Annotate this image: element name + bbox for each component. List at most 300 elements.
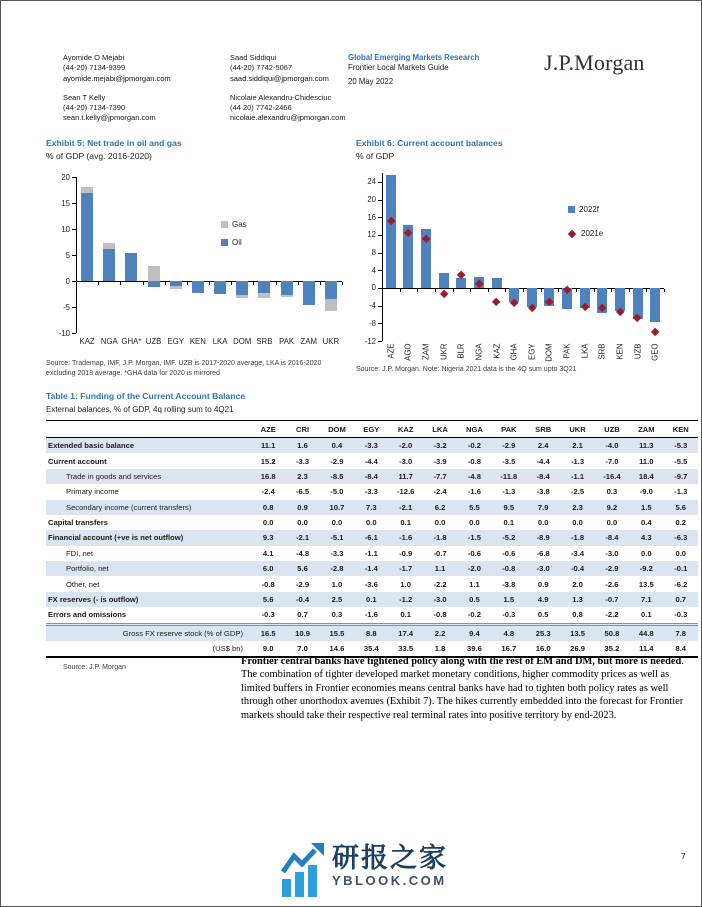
y-axis-tick <box>378 270 382 271</box>
bar-KAZ-2022f <box>492 278 502 288</box>
y-axis-tick <box>72 307 76 308</box>
table-cell: -4.4 <box>364 456 378 466</box>
y-axis-label: -5 <box>63 302 70 312</box>
x-axis-tick <box>276 282 277 285</box>
marker-UKR-2021e <box>439 289 448 298</box>
legend-item-2022f <box>568 205 599 214</box>
y-axis-tick <box>72 229 76 230</box>
x-axis-tick <box>400 289 401 292</box>
exhibit-5-subtitle: % of GDP (avg. 2016-2020) <box>46 151 152 161</box>
table-cell: -2.1 <box>296 533 310 543</box>
table-cell: 2.5 <box>331 594 343 604</box>
row-label: Other, net <box>66 579 100 589</box>
y-axis-label: 8 <box>371 248 376 258</box>
table-cell: 7.8 <box>664 624 699 641</box>
x-axis-label: KEN <box>615 343 625 360</box>
paragraph-body: . The combination of tighter developed market monetary conditions, higher commodity prices as well as limited buffers in Frontier economies means central banks have had to tighten both policy rates as well through other unorthodox avenues (Exhibit 7). The hikes currently embedded into the forecast for Frontier markets should take their respective real terminal rates into positive territory by end-2023. <box>241 656 684 721</box>
table-cell: 11.7 <box>398 471 413 481</box>
table-row <box>46 576 698 591</box>
table-cell: -2.6 <box>605 579 619 589</box>
exhibit-6-panel <box>356 138 686 375</box>
y-axis-label: 5 <box>65 250 70 260</box>
table-cell: -3.9 <box>433 456 447 466</box>
analyst-email-link[interactable]: nicolaie.alexandru@jpmorgan.com <box>230 113 346 123</box>
table-cell: 5.5 <box>469 502 480 512</box>
table-cell: -2.0 <box>399 441 413 451</box>
legend-item-gas <box>221 220 247 229</box>
analyst-name: Sean T Kelly <box>63 92 106 102</box>
x-axis-label: DOM <box>544 343 554 362</box>
table-row <box>46 592 698 607</box>
bar-EGY-Gas <box>170 286 182 289</box>
table-cell: -0.4 <box>296 594 310 604</box>
table-cell: -7.0 <box>605 456 619 466</box>
y-axis-label: 20 <box>61 172 70 182</box>
table-cell: 2.0 <box>572 579 583 589</box>
table-cell: 11.0 <box>639 456 654 466</box>
table-cell: 0.2 <box>675 518 687 528</box>
table-cell: 1.6 <box>297 441 308 451</box>
publication-title: Frontier Local Markets Guide <box>348 63 449 72</box>
table-cell: -0.6 <box>467 548 481 558</box>
row-label: Trade in goods and services <box>66 471 162 481</box>
exhibit-6-subtitle: % of GDP <box>356 151 395 161</box>
table-cell: 14.6 <box>329 644 345 654</box>
table-cell: 35.2 <box>604 644 620 654</box>
table-cell: 10.7 <box>329 502 345 512</box>
x-axis-tick <box>576 289 577 292</box>
x-axis-tick <box>187 282 188 285</box>
y-axis-label: -12 <box>364 336 376 346</box>
table-cell: -0.2 <box>467 610 481 620</box>
table-cell: -1.1 <box>571 471 585 481</box>
body-paragraph <box>241 655 701 722</box>
table-cell: 9.0 <box>262 644 274 654</box>
x-axis-tick <box>594 289 595 292</box>
bar-KAZ-Oil <box>81 193 93 281</box>
analyst-contact <box>63 53 230 84</box>
table-cell: -2.9 <box>605 564 619 574</box>
table-cell: -0.7 <box>605 594 619 604</box>
table-cell: -6.5 <box>296 487 310 497</box>
table-cell: -3.0 <box>399 456 413 466</box>
table-cell: 8.8 <box>354 624 388 641</box>
table-cell: -2.0 <box>467 564 481 574</box>
table-cell: -0.6 <box>502 548 516 558</box>
x-axis-label: UKR <box>322 337 340 346</box>
table-cell: -9.7 <box>674 471 688 481</box>
table-cell: 0.0 <box>366 518 377 528</box>
x-axis-tick <box>435 289 436 292</box>
legend-label: Gas <box>232 220 247 229</box>
table-cell: 16.5 <box>251 624 285 641</box>
y-axis-tick <box>72 255 76 256</box>
x-axis-tick <box>76 282 77 285</box>
row-label: Secondary income (current transfers) <box>66 502 192 512</box>
table-cell: 0.4 <box>331 441 343 451</box>
table-cell: -16.4 <box>603 471 621 481</box>
table-cell: 1.1 <box>469 579 480 589</box>
x-axis-tick <box>611 289 612 292</box>
table-cell: -8.9 <box>536 533 550 543</box>
x-axis-label: KEN <box>189 337 206 346</box>
bar-ZAM-Oil <box>303 281 315 305</box>
x-axis-label: PAK <box>562 343 572 359</box>
gas-swatch-icon <box>221 221 228 228</box>
table-cell: -9.0 <box>639 487 653 497</box>
analyst-name: Ayomide O Mejabi <box>63 53 125 62</box>
y-axis-tick <box>378 341 382 342</box>
x-axis-tick <box>98 282 99 285</box>
legend-label: Oil <box>232 238 242 247</box>
x-axis-label: UZB <box>633 343 643 360</box>
table-cell: 11.3 <box>639 441 654 451</box>
table-cell: 7.1 <box>641 594 652 604</box>
marker-KAZ-2021e <box>492 297 501 306</box>
y-axis-label: 20 <box>367 195 376 205</box>
table-header-row <box>46 421 698 438</box>
table-cell: 16.8 <box>260 471 276 481</box>
y-axis-tick <box>378 235 382 236</box>
exhibit-6-chart <box>356 169 686 361</box>
bar-swatch-icon <box>568 206 575 213</box>
y-axis-label: 0 <box>65 276 70 286</box>
table-cell: 0.0 <box>606 518 618 528</box>
y-axis-tick <box>72 203 76 204</box>
table-cell: -0.2 <box>467 441 481 451</box>
analyst-name: Nicolaie Alexandru-Chidesciuc <box>230 92 332 102</box>
table-cell: 0.7 <box>675 594 687 604</box>
exhibit-5-chart <box>46 169 348 355</box>
table-cell: -3.3 <box>296 456 310 466</box>
diamond-swatch-icon <box>568 229 576 237</box>
y-axis-tick <box>378 217 382 218</box>
table-cell: -8.4 <box>605 533 619 543</box>
table-cell: 0.0 <box>537 518 549 528</box>
table-cell: 0.1 <box>641 610 652 620</box>
table-cell: -5.1 <box>330 533 344 543</box>
y-axis-label: 0 <box>371 283 376 293</box>
analyst-phone: (44-20) 7134-9399 <box>63 63 126 73</box>
table-cell: 0.9 <box>297 502 308 512</box>
table-cell: -2.9 <box>502 441 516 451</box>
table-cell: 0.4 <box>641 518 652 528</box>
bar-AZE-2022f <box>386 175 396 288</box>
bar-UZB-Gas <box>148 266 160 281</box>
table-cell: -2.5 <box>571 487 585 497</box>
table-cell: -5.3 <box>674 441 688 451</box>
bar-DOM-Oil <box>236 281 248 295</box>
row-label: Capital transfers <box>48 518 108 528</box>
bar-GEO-2022f <box>650 288 660 322</box>
table-cell: -1.8 <box>433 533 447 543</box>
y-axis-label: 10 <box>61 224 70 234</box>
x-axis-label: UKR <box>439 343 449 360</box>
table-cell: -1.5 <box>467 533 481 543</box>
table-row <box>46 484 698 499</box>
column-header: DOM <box>320 421 354 438</box>
table-cell: -1.8 <box>571 533 585 543</box>
bar-SRB-Gas <box>258 293 270 298</box>
x-axis-label: DOM <box>233 337 252 346</box>
table-cell: -3.5 <box>502 456 516 466</box>
current-account-table <box>46 420 698 658</box>
table-cell: -3.4 <box>571 548 585 558</box>
bar-UKR-2022f <box>439 273 449 288</box>
watermark-site-link[interactable]: YBLOOK.COM <box>332 873 447 888</box>
x-axis-label: NGA <box>474 343 484 361</box>
table-row <box>46 500 698 515</box>
y-axis-tick <box>378 253 382 254</box>
legend-item-oil <box>221 238 242 247</box>
x-axis-label: NGA <box>100 337 118 346</box>
exhibit-5-title: Exhibit 5: Net trade in oil and gas <box>46 138 182 148</box>
table-cell: 0.1 <box>400 518 411 528</box>
table-cell: 44.8 <box>629 624 663 641</box>
table-cell: 33.5 <box>398 644 414 654</box>
bar-KEN-Oil <box>192 281 204 293</box>
exhibit-5-source: Source: Trademap, IMF, J.P. Morgan, IMF. UZB is 2017-2020 average, LKA is 2016-2020 excluding 2018 average. *GHA data for 2020 is mirrored <box>46 360 322 377</box>
table-cell: 0.0 <box>469 518 480 528</box>
table-cell: -0.8 <box>433 610 447 620</box>
table-row <box>46 530 698 545</box>
y-axis-label: -8 <box>369 318 376 328</box>
table-cell: -2.4 <box>261 487 275 497</box>
y-axis-label: 15 <box>61 198 70 208</box>
table-cell: 5.6 <box>675 502 687 512</box>
table-cell: -1.6 <box>467 487 481 497</box>
table-cell: -8.4 <box>536 471 550 481</box>
exhibit-6-title: Exhibit 6: Current account balances <box>356 138 503 148</box>
analyst-email-link[interactable]: saad.siddiqui@jpmorgan.com <box>230 73 329 83</box>
y-axis-tick <box>72 177 76 178</box>
table-cell: 1.1 <box>434 564 446 574</box>
table-cell: 5.6 <box>297 564 308 574</box>
table-cell: -3.6 <box>364 579 378 589</box>
table-cell: 17.4 <box>389 624 423 641</box>
table-cell: -0.3 <box>261 610 275 620</box>
table-cell: 13.5 <box>638 579 654 589</box>
table-cell: 1.0 <box>400 579 411 589</box>
x-axis-label: AZE <box>386 343 396 359</box>
table-cell: -3.0 <box>605 548 619 558</box>
research-division: Global Emerging Markets Research <box>348 53 480 62</box>
x-axis-tick <box>320 282 321 285</box>
table-row <box>46 607 698 624</box>
analyst-phone: (44 20) 7742-2466 <box>230 103 292 113</box>
table-cell: -7.7 <box>433 471 447 481</box>
exhibit-6-source: Source: J.P. Morgan. Note: Nigeria 2021 data is the 4Q sum upto 3Q21 <box>356 366 577 373</box>
analyst-email-link[interactable]: ayomide.mejabi@jpmorgan.com <box>63 73 171 83</box>
table-cell: 16.0 <box>535 644 551 654</box>
table-cell: -0.7 <box>433 548 447 558</box>
table-cell: 0.9 <box>537 579 549 589</box>
marker-GEO-2021e <box>651 327 660 336</box>
table-cell: -0.1 <box>674 564 688 574</box>
table-cell: -1.6 <box>399 533 413 543</box>
table-cell: 9.4 <box>457 624 491 641</box>
x-axis-tick <box>231 282 232 285</box>
analyst-contact <box>230 53 363 84</box>
watermark-text <box>332 843 448 888</box>
x-axis-label: LKA <box>580 343 590 359</box>
x-axis-tick <box>253 282 254 285</box>
table-cell: -6.3 <box>674 533 688 543</box>
y-axis-label: 24 <box>367 177 376 187</box>
table-cell: 0.0 <box>262 518 274 528</box>
bar-UZB-Oil <box>148 281 160 287</box>
table-row <box>46 546 698 561</box>
table-cell: 11.1 <box>261 441 276 451</box>
table-cell: -3.8 <box>536 487 550 497</box>
table-cell: 4.9 <box>537 594 549 604</box>
x-axis-tick <box>505 289 506 292</box>
table-cell: -1.6 <box>364 610 378 620</box>
table-cell: 25.3 <box>526 624 560 641</box>
y-axis-tick <box>378 182 382 183</box>
table-cell: 0.0 <box>572 518 583 528</box>
x-axis-tick <box>664 289 665 292</box>
page-number: 7 <box>681 851 686 861</box>
table-cell: 39.6 <box>467 644 482 654</box>
y-axis-tick <box>378 323 382 324</box>
table-row <box>46 453 698 468</box>
table-1-source: Source: J.P. Morgan <box>63 664 126 672</box>
table-cell: 0.5 <box>469 594 480 604</box>
table-cell: 11.4 <box>639 644 654 654</box>
analyst-contact <box>230 93 363 124</box>
table-cell: 16.7 <box>501 644 517 654</box>
table-cell: -2.9 <box>296 579 310 589</box>
table-cell: 9.2 <box>606 502 618 512</box>
table-cell: -2.2 <box>433 579 447 589</box>
x-axis-label: SRB <box>597 343 607 360</box>
table-row <box>46 515 698 530</box>
table-cell: 10.9 <box>285 624 319 641</box>
table-row <box>46 438 698 454</box>
column-header: SRB <box>526 421 560 438</box>
table-cell: -4.8 <box>467 471 481 481</box>
x-axis-tick <box>470 289 471 292</box>
table-cell: 2.2 <box>423 624 457 641</box>
x-axis-label: LKA <box>212 337 228 346</box>
table-cell: 35.4 <box>363 644 379 654</box>
x-axis-label: ZAM <box>421 343 431 360</box>
table-cell: -1.7 <box>399 564 413 574</box>
y-axis-line <box>382 173 383 341</box>
jpmorgan-logo: J.P.Morgan <box>544 50 645 75</box>
column-header: UZB <box>595 421 629 438</box>
table-cell: 0.1 <box>366 594 377 604</box>
exhibit-5-panel <box>46 138 348 378</box>
table-cell: -3.3 <box>364 487 378 497</box>
y-axis-tick <box>378 200 382 201</box>
x-axis-tick <box>342 282 343 285</box>
row-label: Primary income <box>66 487 119 497</box>
x-axis-tick <box>417 289 418 292</box>
bar-LKA-Oil <box>214 281 226 294</box>
x-axis-tick <box>453 289 454 292</box>
table-cell: -3.3 <box>330 548 344 558</box>
x-axis-label: GEO <box>650 343 660 361</box>
column-header: ZAM <box>629 421 663 438</box>
table-cell: 1.0 <box>331 579 343 589</box>
bar-PAK-Gas <box>281 295 293 298</box>
oil-swatch-icon <box>221 239 228 246</box>
y-axis-label: -4 <box>369 301 376 311</box>
table-cell: -8.5 <box>330 471 344 481</box>
column-header: LKA <box>423 421 457 438</box>
table-cell: 0.7 <box>297 610 308 620</box>
table-cell: -3.0 <box>433 594 447 604</box>
table-cell: -1.4 <box>364 564 378 574</box>
table-row <box>46 624 698 641</box>
table-cell: 0.0 <box>434 518 446 528</box>
table-cell: -2.2 <box>605 610 619 620</box>
y-axis-line <box>76 177 77 333</box>
table-cell: -5.2 <box>502 533 516 543</box>
bar-UKR-Oil <box>325 281 337 299</box>
bar-SRB-Oil <box>258 281 270 293</box>
table-cell: -9.2 <box>639 564 653 574</box>
x-axis-label: GHA <box>509 343 519 361</box>
table-cell: 9.5 <box>503 502 515 512</box>
table-cell: -3.2 <box>433 441 447 451</box>
legend-label: 2021e <box>581 229 604 238</box>
y-axis-label: -10 <box>58 328 70 338</box>
x-axis-tick <box>541 289 542 292</box>
table-cell: -1.3 <box>674 487 688 497</box>
table-1-title: Table 1: Funding of the Current Account Balance <box>46 391 246 401</box>
x-axis-label: EGY <box>167 337 185 346</box>
x-axis-label: ZAM <box>300 337 318 346</box>
table-cell: 0.3 <box>606 487 618 497</box>
x-axis-label: GHA* <box>121 337 142 346</box>
table-cell: 15.2 <box>260 456 276 466</box>
bar-NGA-Oil <box>103 249 115 281</box>
y-axis-label: 12 <box>367 230 376 240</box>
table-cell: -3.8 <box>502 579 516 589</box>
table-cell: -6.1 <box>364 533 378 543</box>
column-header: UKR <box>560 421 594 438</box>
corner-cell <box>46 421 251 438</box>
table-cell: 0.0 <box>331 518 343 528</box>
table-cell: -4.8 <box>296 548 310 558</box>
column-header: KEN <box>664 421 699 438</box>
table-cell: 4.8 <box>492 624 526 641</box>
table-cell: -1.2 <box>399 594 413 604</box>
table-cell: 2.4 <box>537 441 549 451</box>
table-cell: -0.3 <box>502 610 516 620</box>
bar-UKR-Gas <box>325 299 337 311</box>
table-cell: 2.3 <box>297 471 308 481</box>
legend-label: 2022f <box>579 205 600 214</box>
chart-bars-icon <box>281 843 325 897</box>
column-header: EGY <box>354 421 388 438</box>
table-cell: 5.6 <box>262 594 274 604</box>
table-cell: -2.1 <box>399 502 413 512</box>
analyst-contacts <box>63 53 363 124</box>
table-cell: -1.3 <box>502 487 516 497</box>
table-cell: -3.0 <box>536 564 550 574</box>
x-axis-tick <box>143 282 144 285</box>
analyst-email-link[interactable]: sean.t.kelly@jpmorgan.com <box>63 113 156 123</box>
x-axis-tick <box>209 282 210 285</box>
x-axis-tick <box>558 289 559 292</box>
y-axis-tick <box>72 333 76 334</box>
table-cell: 0.0 <box>297 518 308 528</box>
table-cell: 0.5 <box>537 610 549 620</box>
